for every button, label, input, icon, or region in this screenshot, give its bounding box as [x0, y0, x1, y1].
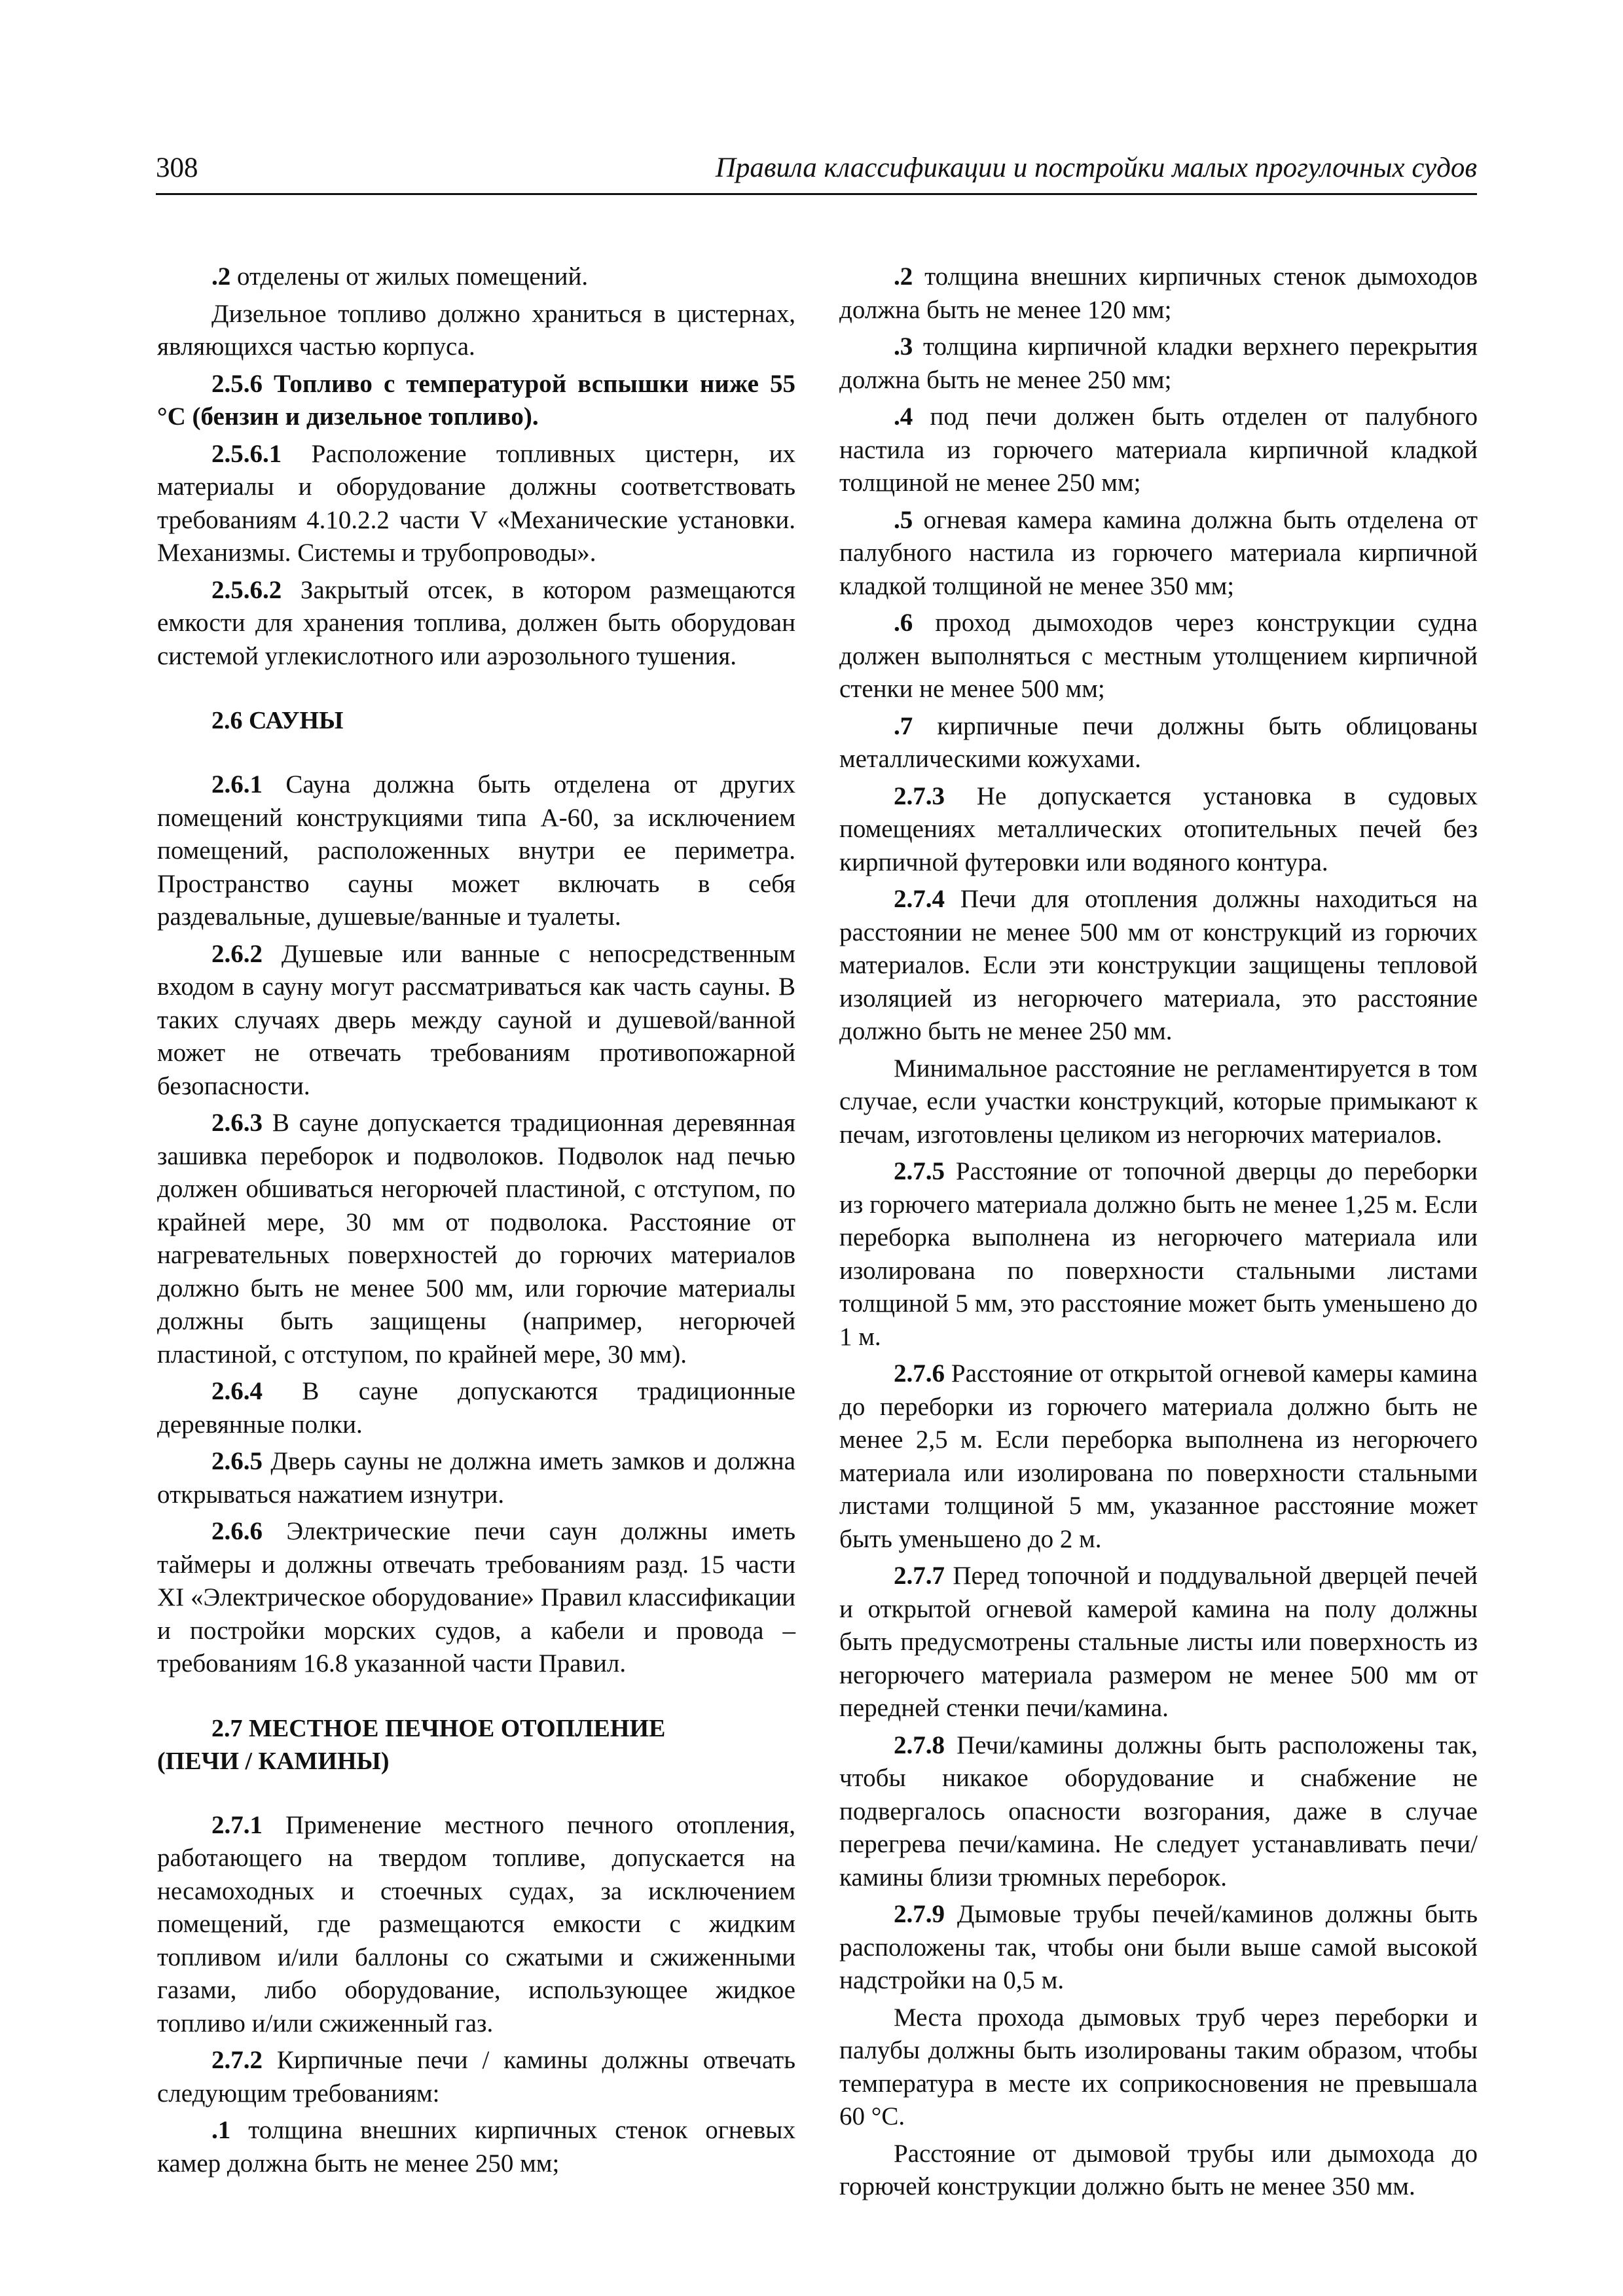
clause-number: 2.7.2 [211, 2046, 263, 2074]
clause-number: 2.7.9 [894, 1900, 945, 1928]
clause-number: .1 [211, 2116, 231, 2144]
paragraph [157, 438, 795, 570]
clause-number: .4 [894, 403, 913, 431]
paragraph-text: кирпичные печи должны быть облицованы металлическими кожухами. [839, 711, 1478, 773]
running-title: Правила классификации и постройки малых прогулочных судов [715, 152, 1477, 183]
paragraph [839, 401, 1478, 500]
clause-number: 2.5.6.2 [211, 575, 282, 604]
clause-number: 2.6.1 [211, 770, 263, 798]
paragraph-text: Печи/камины должны быть расположены так, чтобы никакое оборудование и снабжение не подвергалось опасности возгорания, даже в случае перегрева печи/камина. Не следует устанавливать печи/камины близи трюмных переборок. [839, 1731, 1478, 1892]
paragraph-text: толщина внешних кирпичных стенок дымоходов должна быть не менее 120 мм; [839, 262, 1478, 324]
paragraph-text: огневая камера камина должна быть отделена от палубного настила из горючего материала кирпичной кладкой толщиной не менее 350 мм; [839, 505, 1478, 600]
paragraph-text: Дымовые трубы печей/каминов должны быть расположены так, чтобы они были выше самой высокой надстройки на 0,5 м. [839, 1900, 1478, 1994]
paragraph [839, 331, 1478, 397]
clause-number: 2.6.2 [211, 939, 263, 968]
paragraph-text: Сауна должна быть отделена от других помещений конструкциями типа А-60, за исключением помещений, расположенных внутри ее периметра. Пространство сауны может включать в себя раздевальные, душевые/ванные и туалеты. [157, 770, 795, 931]
paragraph-text: Расположение топливных цистерн, их материалы и оборудование должны соответствовать требованиям 4.10.2.2 части V «Механические установки. Механизмы. Системы и трубопроводы». [157, 439, 795, 567]
clause-number: 2.6.6 [211, 1517, 263, 1545]
paragraph [157, 2044, 795, 2110]
paragraph [839, 710, 1478, 776]
paragraph [839, 607, 1478, 706]
paragraph-text: В сауне допускается традиционная деревянная зашивка переборок и подволоков. Подволок над печью должен обшиваться негорючей пластиной, с отступом, по крайней мере, 30 мм от подволока. Расстояние от нагревательных поверхностей до горючих материалов должно быть не менее 500 мм, или горючие материалы должны быть защищены (например, негорючей пластиной, с отступом, по крайней мере, 30 мм). [157, 1109, 795, 1369]
paragraph [157, 938, 795, 1103]
paragraph [839, 883, 1478, 1049]
clause-number: 2.7.1 [211, 1810, 263, 1839]
paragraph-text: Душевые или ванные с непосредственным входом в сауну могут рассматриваться как часть сауны. В таких случаях дверь между сауной и душевой/ванной может не отвечать требованиям противопожарной безопасности. [157, 939, 795, 1100]
paragraph-text: Печи для отопления должны находиться на расстоянии не менее 500 мм от конструкций из горючих материалов. Если эти конструкции защищены тепловой изоляцией из негорючего материала, это расстояние должно быть не менее 250 мм. [839, 885, 1478, 1045]
clause-number: 2.7.5 [894, 1157, 945, 1185]
section-heading-line: (ПЕЧИ / КАМИНЫ) [157, 1747, 390, 1775]
clause-number: 2.7.8 [894, 1731, 945, 1759]
clause-number: .2 [211, 262, 231, 291]
paragraph-text: Не допускается установка в судовых помещениях металлических отопительных печей без кирпичной футеровки или водяного контура. [839, 781, 1478, 876]
paragraph [839, 1357, 1478, 1556]
clause-number: .5 [894, 505, 913, 534]
page-header [156, 152, 1477, 192]
paragraph [157, 1375, 795, 1441]
section-heading [157, 1712, 795, 1778]
paragraph [157, 2114, 795, 2180]
paragraph-text: Дизельное топливо должно храниться в цистернах, являющихся частью корпуса. [157, 299, 795, 361]
paragraph [157, 574, 795, 673]
section-heading-line: 2.6 САУНЫ [211, 707, 344, 734]
paragraph-text: Дверь сауны не должна иметь замков и должна открываться нажатием изнутри. [157, 1447, 795, 1509]
paragraph-text: Перед топочной и поддувальной дверцей печей и открытой огневой камерой камина на полу должны быть предусмотрены стальные листы или поверхность из негорючего материала размером не менее 500 мм от передней стенки печи/камина. [839, 1562, 1478, 1722]
paragraph-text: Расстояние от открытой огневой камеры камина до переборки из горючего материала должно быть не менее 2,5 м. Если переборка выполнена из негорючего материала или изолирована по поверхности стальными листами толщиной 5 мм, указанное расстояние может быть уменьшено до 2 м. [839, 1359, 1478, 1553]
paragraph-text: Закрытый отсек, в котором размещаются емкости для хранения топлива, должен быть оборудован системой углекислотного или аэрозольного тушения. [157, 575, 795, 670]
paragraph-text: Кирпичные печи / камины должны отвечать следующим требованиям: [157, 2046, 795, 2108]
paragraph [839, 1052, 1478, 1152]
paragraph-text: Места прохода дымовых труб через переборки и палубы должны быть изолированы таким образом, чтобы температура в месте их соприкосновения не превышала 60 °С. [839, 2003, 1478, 2130]
paragraph-text: отделены от жилых помещений. [230, 262, 589, 291]
paragraph-text: проход дымоходов через конструкции судна должен выполняться с местным утолщением кирпичной стенки не менее 500 мм; [839, 609, 1478, 703]
clause-number: .3 [894, 332, 913, 361]
section-heading-line: 2.7 МЕСТНОЕ ПЕЧНОЕ ОТОПЛЕНИЕ [211, 1714, 666, 1742]
right-column [839, 260, 1478, 2204]
paragraph [839, 1155, 1478, 1354]
paragraph-text: Применение местного печного отопления, работающего на твердом топливе, допускается на несамоходных и стоечных судах, за исключением помещений, где размещаются емкости с жидким топливом и/или баллоны со сжатыми и сжиженными газами, либо оборудование, использующее жидкое топливо и/или сжиженный газ. [157, 1810, 795, 2037]
clause-number: .6 [894, 609, 913, 637]
paragraph [839, 1729, 1478, 1895]
clause-number: 2.7.4 [894, 885, 945, 913]
paragraph [157, 768, 795, 934]
paragraph [839, 2001, 1478, 2134]
paragraph [157, 368, 795, 434]
paragraph [157, 1107, 795, 1371]
page-number: 308 [156, 152, 198, 183]
left-column [157, 260, 795, 2180]
header-rule [156, 193, 1477, 195]
paragraph-text: Расстояние от дымовой трубы или дымохода до горючей конструкции должно быть не менее 350 мм. [839, 2139, 1478, 2200]
clause-number: 2.5.6.1 [211, 439, 282, 468]
clause-number: 2.6.5 [211, 1447, 263, 1475]
paragraph-text: Минимальное расстояние не регламентируется в том случае, если участки конструкций, которые примыкают к печам, изготовлены целиком из негорючих материалов. [839, 1054, 1478, 1149]
paragraph [839, 1560, 1478, 1725]
paragraph [157, 298, 795, 364]
subsection-title: 2.5.6 Топливо с температурой вспышки ниже 55 °С (бензин и дизельное топливо). [157, 369, 795, 431]
paragraph [157, 1809, 795, 2041]
paragraph-text: толщина кирпичной кладки верхнего перекрытия должна быть не менее 250 мм; [839, 332, 1478, 394]
paragraph [839, 504, 1478, 603]
paragraph-text: Электрические печи саун должны иметь таймеры и должны отвечать требованиям разд. 15 части XI «Электрическое оборудование» Правил классификации и постройки морских судов, а кабели и провода – требованиям 16.8 указанной части Правил. [157, 1517, 795, 1677]
paragraph [839, 780, 1478, 880]
clause-number: .2 [894, 262, 913, 291]
clause-number: 2.7.7 [894, 1562, 945, 1590]
clause-number: .7 [894, 711, 913, 740]
paragraph [839, 1898, 1478, 1998]
paragraph [839, 2138, 1478, 2204]
paragraph-text: Расстояние от топочной дверцы до переборки из горючего материала должно быть не менее 1,25 м. Если переборка выполнена из негорючего материала или изолирована по поверхности стальными листами толщиной 5 мм, это расстояние может быть уменьшено до 1 м. [839, 1157, 1478, 1351]
paragraph [157, 260, 795, 294]
paragraph-text: под печи должен быть отделен от палубного настила из горючего материала кирпичной кладкой толщиной не менее 250 мм; [839, 403, 1478, 497]
paragraph [157, 1445, 795, 1511]
clause-number: 2.6.4 [211, 1377, 263, 1405]
paragraph [839, 260, 1478, 327]
clause-number: 2.7.3 [894, 781, 945, 810]
paragraph [157, 1515, 795, 1681]
paragraph-text: толщина внешних кирпичных стенок огневых камер должна быть не менее 250 мм; [157, 2116, 795, 2178]
section-heading [157, 704, 795, 737]
clause-number: 2.6.3 [211, 1109, 263, 1137]
clause-number: 2.7.6 [894, 1359, 945, 1388]
paragraph-text: В сауне допускаются традиционные деревянные полки. [157, 1377, 795, 1439]
